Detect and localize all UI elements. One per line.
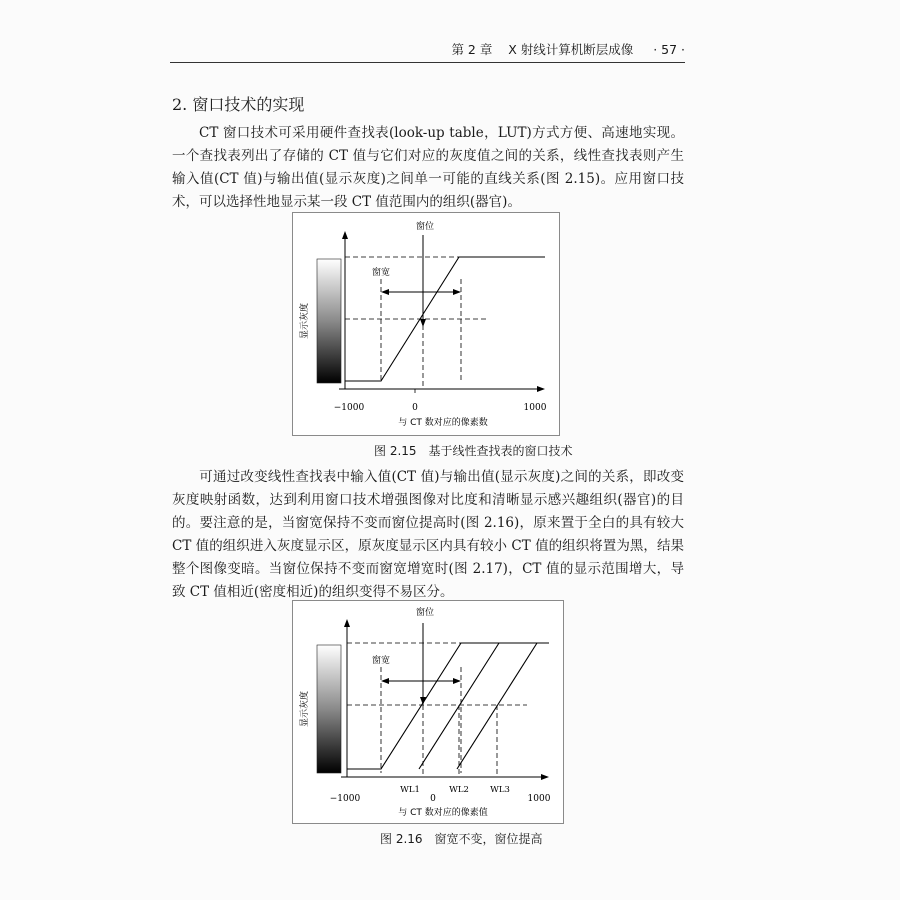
figure-2-16-chart — [293, 601, 563, 823]
caption-text: 基于线性查找表的窗口技术 — [428, 444, 573, 458]
header-title: X 射线计算机断层成像 — [508, 42, 634, 57]
x-axis-label: 与 CT 数对应的像素数 — [398, 418, 488, 428]
width-arrow-left — [381, 678, 389, 684]
figure-2-15 — [292, 212, 560, 436]
tick-min-label: −1000 — [329, 794, 361, 804]
y-axis-arrow — [342, 231, 348, 239]
section-title: 2. 窗口技术的实现 — [172, 95, 305, 114]
caption-number: 图 2.16 — [380, 832, 423, 846]
width-arrow-right — [453, 678, 461, 684]
y-axis-label: 显示灰度 — [300, 690, 310, 728]
caption-number: 图 2.15 — [374, 444, 417, 458]
y-axis-arrow — [344, 619, 350, 627]
figure-2-15-chart — [293, 213, 559, 435]
paragraph-1-text: CT 窗口技术可采用硬件查找表(look-up table，LUT)方式方便、高速地实现。一个查找表列出了存储的 CT 值与它们对应的灰度值之间的关系，线性查找表则产生输入值(CT 值)与输出值(显示灰度)之间单一可能的直线关系(图 2.15)。应用窗口技术，可以选择性地显示某一段 CT 值范围内的组织(器官)。 — [172, 125, 684, 210]
header-page-number: · 57 · — [653, 42, 685, 57]
header-chapter: 第 2 章 — [451, 42, 493, 57]
wl3-label: WL3 — [490, 785, 510, 795]
paragraph-1 — [172, 122, 684, 214]
tick-max-label: 1000 — [527, 794, 551, 804]
figure-2-16-caption — [380, 830, 543, 847]
running-header — [170, 40, 685, 63]
figure-2-16 — [292, 600, 564, 824]
width-label: 窗宽 — [371, 268, 391, 278]
wl2-label: WL2 — [449, 785, 469, 795]
lut-curve-wl2 — [419, 643, 499, 769]
width-label: 窗宽 — [371, 656, 391, 666]
paragraph-2-text: 可通过改变线性查找表中输入值(CT 值)与输出值(显示灰度)之间的关系，即改变灰度映射函数，达到利用窗口技术增强图像对比度和清晰显示感兴趣组织(器官)的目的。要注意的是，当窗宽保持不变而窗位提高时(图 2.16)，原来置于全白的具有较大 CT 值的组织进入灰度显示区，原灰度显示区内具有较小 CT 值的组织将置为黑，结果整个图像变暗。当窗位保持不变而窗宽增宽时(图 2.17)，CT 值的显示范围增大，导致 CT 值相近(密度相近)的组织变得不易区分。 — [172, 469, 684, 600]
grayscale-bar — [317, 259, 341, 383]
lut-curve-wl3 — [457, 643, 537, 769]
tick-min-label: −1000 — [333, 403, 365, 413]
tick-zero-label: 0 — [430, 794, 436, 804]
width-arrow-right — [453, 289, 461, 295]
x-axis-arrow — [537, 386, 545, 392]
paragraph-2 — [172, 466, 684, 604]
caption-text: 窗宽不变，窗位提高 — [434, 832, 543, 846]
tick-max-label: 1000 — [523, 403, 547, 413]
level-label: 窗位 — [415, 608, 435, 618]
tick-zero-label: 0 — [412, 403, 418, 413]
level-label: 窗位 — [415, 222, 435, 232]
x-axis-label: 与 CT 数对应的像素值 — [398, 808, 488, 818]
grayscale-bar — [317, 645, 341, 773]
wl1-label: WL1 — [400, 785, 420, 795]
width-arrow-left — [381, 289, 389, 295]
y-axis-label: 显示灰度 — [300, 302, 310, 340]
x-axis-arrow — [541, 774, 549, 780]
figure-2-15-caption — [374, 442, 573, 459]
